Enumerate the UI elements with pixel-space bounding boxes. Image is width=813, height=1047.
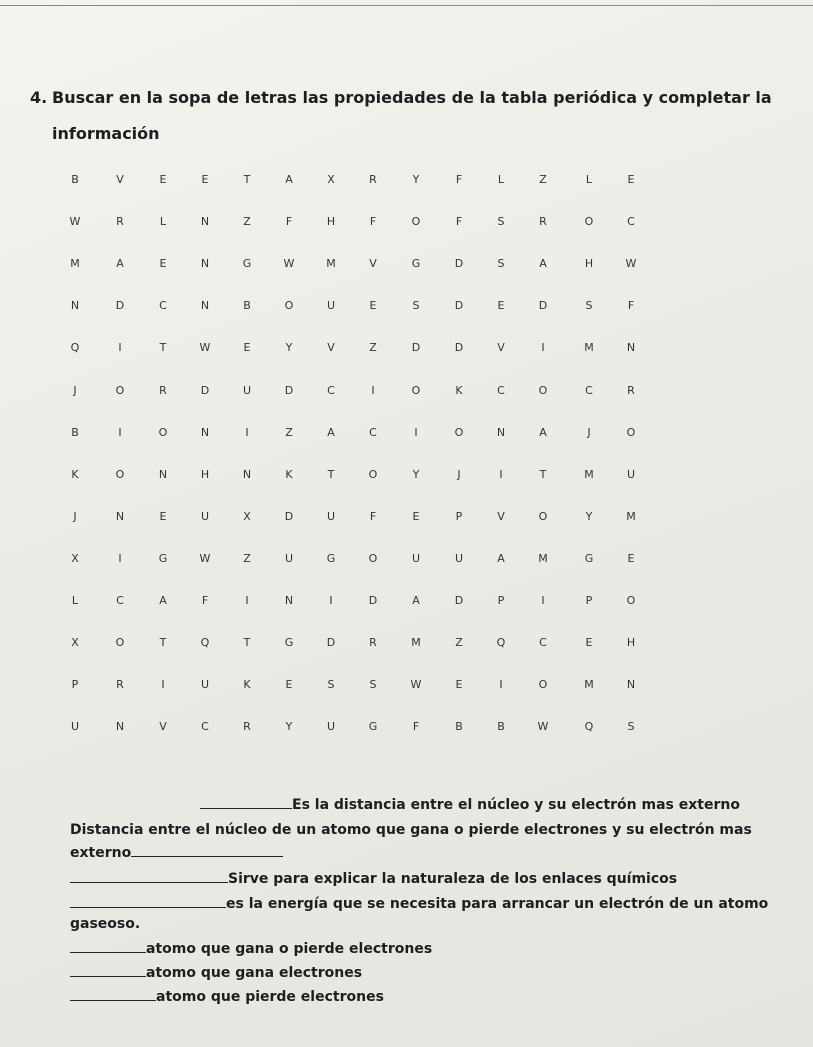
grid-letter: B xyxy=(243,299,251,312)
grid-letter: M xyxy=(584,341,594,354)
grid-letter: G xyxy=(242,257,252,270)
question-6 xyxy=(70,962,362,983)
grid-letter: C xyxy=(159,299,167,312)
grid-letter: A xyxy=(497,552,505,565)
grid-letter: W xyxy=(625,257,637,270)
question-3 xyxy=(70,868,677,889)
grid-letter: U xyxy=(284,552,294,565)
answer-blank-5[interactable] xyxy=(70,938,146,953)
grid-letter: C xyxy=(369,426,377,439)
grid-letter: N xyxy=(158,468,168,481)
grid-letter: T xyxy=(159,636,167,649)
grid-letter: I xyxy=(499,678,503,691)
grid-letter: O xyxy=(411,215,421,228)
grid-letter: L xyxy=(497,173,505,186)
grid-letter: Y xyxy=(285,341,293,354)
grid-letter: O xyxy=(368,552,378,565)
grid-letter: Y xyxy=(412,173,420,186)
grid-letter: S xyxy=(327,678,335,691)
grid-letter: I xyxy=(499,468,503,481)
question-5-text: atomo que gana o pierde electrones xyxy=(146,941,433,957)
grid-letter: E xyxy=(159,257,167,270)
grid-letter: U xyxy=(200,510,210,523)
grid-letter: F xyxy=(369,510,377,523)
grid-letter: M xyxy=(70,257,80,270)
grid-letter: S xyxy=(627,720,635,733)
grid-letter: A xyxy=(412,594,420,607)
grid-letter: S xyxy=(497,215,505,228)
question-5 xyxy=(70,938,432,959)
grid-letter: Q xyxy=(496,636,506,649)
grid-letter: D xyxy=(200,384,210,397)
grid-letter: G xyxy=(411,257,421,270)
grid-letter: K xyxy=(71,468,79,481)
grid-letter: A xyxy=(539,257,547,270)
grid-letter: J xyxy=(73,510,77,523)
grid-letter: F xyxy=(285,215,293,228)
grid-letter: Z xyxy=(243,215,251,228)
grid-letter: E xyxy=(585,636,593,649)
grid-letter: I xyxy=(541,341,545,354)
grid-letter: P xyxy=(585,594,593,607)
grid-letter: X xyxy=(327,173,335,186)
grid-letter: S xyxy=(585,299,593,312)
grid-letter: M xyxy=(538,552,548,565)
grid-letter: E xyxy=(243,341,251,354)
grid-letter: H xyxy=(200,468,210,481)
grid-letter: O xyxy=(584,215,594,228)
grid-letter: N xyxy=(200,299,210,312)
grid-letter: A xyxy=(539,426,547,439)
grid-letter: T xyxy=(539,468,547,481)
grid-letter: P xyxy=(497,594,505,607)
grid-letter: Q xyxy=(70,341,80,354)
grid-letter: Q xyxy=(200,636,210,649)
question-3-text: Sirve para explicar la naturaleza de los enlaces químicos xyxy=(228,871,678,887)
grid-letter: N xyxy=(242,468,252,481)
grid-letter: K xyxy=(285,468,293,481)
grid-letter: V xyxy=(116,173,124,186)
grid-letter: V xyxy=(497,510,505,523)
grid-letter: M xyxy=(326,257,336,270)
exercise-number: 4. xyxy=(30,88,48,107)
grid-letter: W xyxy=(69,215,81,228)
grid-letter: N xyxy=(496,426,506,439)
grid-letter: F xyxy=(369,215,377,228)
question-1 xyxy=(200,794,740,815)
grid-letter: A xyxy=(327,426,335,439)
grid-letter: O xyxy=(284,299,294,312)
grid-letter: X xyxy=(71,552,79,565)
grid-letter: X xyxy=(243,510,251,523)
grid-letter: B xyxy=(71,426,79,439)
grid-letter: A xyxy=(159,594,167,607)
grid-letter: J xyxy=(457,468,461,481)
question-7-text: atomo que pierde electrones xyxy=(156,989,384,1005)
grid-letter: A xyxy=(116,257,124,270)
grid-letter: I xyxy=(371,384,375,397)
grid-letter: M xyxy=(584,468,594,481)
grid-letter: G xyxy=(326,552,336,565)
grid-letter: F xyxy=(201,594,209,607)
grid-letter: N xyxy=(70,299,80,312)
grid-letter: R xyxy=(243,720,251,733)
grid-letter: D xyxy=(454,299,464,312)
grid-letter: U xyxy=(326,299,336,312)
grid-letter: O xyxy=(626,594,636,607)
grid-letter: O xyxy=(626,426,636,439)
grid-letter: R xyxy=(627,384,635,397)
grid-letter: C xyxy=(116,594,124,607)
grid-letter: T xyxy=(159,341,167,354)
grid-letter: N xyxy=(115,720,125,733)
grid-letter: E xyxy=(412,510,420,523)
grid-letter: U xyxy=(326,510,336,523)
grid-letter: C xyxy=(539,636,547,649)
grid-letter: D xyxy=(326,636,336,649)
grid-letter: M xyxy=(411,636,421,649)
grid-letter: E xyxy=(285,678,293,691)
grid-letter: G xyxy=(284,636,294,649)
grid-letter: S xyxy=(369,678,377,691)
grid-letter: I xyxy=(245,426,249,439)
grid-letter: I xyxy=(118,426,122,439)
grid-letter: R xyxy=(116,678,124,691)
grid-letter: C xyxy=(327,384,335,397)
answer-blank-4[interactable] xyxy=(70,893,226,908)
grid-letter: D xyxy=(454,341,464,354)
grid-letter: Y xyxy=(585,510,593,523)
grid-letter: O xyxy=(538,510,548,523)
grid-letter: E xyxy=(627,173,635,186)
exercise-instruction-line2: información xyxy=(52,124,160,143)
grid-letter: E xyxy=(497,299,505,312)
grid-letter: N xyxy=(200,215,210,228)
grid-letter: F xyxy=(455,215,463,228)
grid-letter: N xyxy=(284,594,294,607)
grid-letter: U xyxy=(326,720,336,733)
grid-letter: I xyxy=(329,594,333,607)
grid-letter: T xyxy=(243,636,251,649)
answer-blank-6[interactable] xyxy=(70,962,146,977)
grid-letter: D xyxy=(368,594,378,607)
grid-letter: U xyxy=(454,552,464,565)
grid-letter: E xyxy=(455,678,463,691)
grid-letter: D xyxy=(284,510,294,523)
grid-letter: Z xyxy=(455,636,463,649)
grid-letter: W xyxy=(283,257,295,270)
grid-letter: D xyxy=(115,299,125,312)
grid-letter: R xyxy=(369,173,377,186)
grid-letter: M xyxy=(584,678,594,691)
grid-letter: U xyxy=(626,468,636,481)
grid-letter: D xyxy=(454,594,464,607)
question-6-text: atomo que gana electrones xyxy=(146,965,363,981)
question-4-text: es la energía que se necesita para arrancar un electrón de un atomo xyxy=(226,896,769,912)
grid-letter: F xyxy=(412,720,420,733)
grid-letter: N xyxy=(626,678,636,691)
grid-letter: O xyxy=(538,384,548,397)
grid-letter: E xyxy=(159,510,167,523)
grid-letter: E xyxy=(369,299,377,312)
grid-letter: O xyxy=(115,468,125,481)
grid-letter: O xyxy=(411,384,421,397)
question-4-line2: gaseoso. xyxy=(70,916,141,932)
grid-letter: R xyxy=(116,215,124,228)
answer-blank-3[interactable] xyxy=(70,868,228,883)
grid-letter: Z xyxy=(285,426,293,439)
question-2-line2 xyxy=(70,842,283,863)
grid-letter: Y xyxy=(285,720,293,733)
grid-letter: D xyxy=(284,384,294,397)
grid-letter: Y xyxy=(412,468,420,481)
grid-letter: N xyxy=(115,510,125,523)
grid-letter: J xyxy=(587,426,591,439)
grid-letter: G xyxy=(584,552,594,565)
grid-letter: I xyxy=(118,552,122,565)
grid-letter: O xyxy=(454,426,464,439)
grid-letter: C xyxy=(627,215,635,228)
grid-letter: U xyxy=(411,552,421,565)
question-4-line1 xyxy=(70,893,768,914)
grid-letter: R xyxy=(539,215,547,228)
grid-letter: V xyxy=(327,341,335,354)
grid-letter: R xyxy=(369,636,377,649)
grid-letter: I xyxy=(161,678,165,691)
grid-letter: U xyxy=(242,384,252,397)
grid-letter: K xyxy=(243,678,251,691)
grid-letter: J xyxy=(73,384,77,397)
grid-letter: Z xyxy=(369,341,377,354)
answer-blank-2[interactable] xyxy=(131,842,283,857)
grid-letter: B xyxy=(497,720,505,733)
grid-letter: N xyxy=(626,341,636,354)
grid-letter: V xyxy=(369,257,377,270)
grid-letter: L xyxy=(585,173,593,186)
grid-letter: W xyxy=(537,720,549,733)
grid-letter: T xyxy=(327,468,335,481)
grid-letter: P xyxy=(455,510,463,523)
grid-letter: C xyxy=(497,384,505,397)
grid-letter: D xyxy=(411,341,421,354)
grid-letter: L xyxy=(71,594,79,607)
grid-letter: O xyxy=(538,678,548,691)
grid-letter: O xyxy=(368,468,378,481)
grid-letter: U xyxy=(200,678,210,691)
grid-letter: O xyxy=(115,384,125,397)
grid-letter: X xyxy=(71,636,79,649)
grid-letter: N xyxy=(200,257,210,270)
question-2-line1: Distancia entre el núcleo de un atomo que gana o pierde electrones y su electrón mas xyxy=(70,822,752,838)
grid-letter: H xyxy=(626,636,636,649)
answer-blank-1[interactable] xyxy=(200,794,292,809)
grid-letter: D xyxy=(454,257,464,270)
grid-letter: S xyxy=(412,299,420,312)
grid-letter: H xyxy=(584,257,594,270)
grid-letter: L xyxy=(159,215,167,228)
grid-letter: A xyxy=(285,173,293,186)
grid-letter: W xyxy=(410,678,422,691)
grid-letter: W xyxy=(199,341,211,354)
grid-letter: F xyxy=(627,299,635,312)
grid-letter: E xyxy=(201,173,209,186)
exercise-instruction-line1: Buscar en la sopa de letras las propiedades de la tabla periódica y completar la xyxy=(52,88,772,107)
grid-letter: V xyxy=(497,341,505,354)
grid-letter: G xyxy=(158,552,168,565)
answer-blank-7[interactable] xyxy=(70,986,156,1001)
grid-letter: H xyxy=(326,215,336,228)
grid-letter: T xyxy=(243,173,251,186)
grid-letter: I xyxy=(414,426,418,439)
grid-letter: C xyxy=(201,720,209,733)
grid-letter: S xyxy=(497,257,505,270)
grid-letter: I xyxy=(541,594,545,607)
grid-letter: I xyxy=(118,341,122,354)
grid-letter: M xyxy=(626,510,636,523)
question-7 xyxy=(70,986,384,1007)
grid-letter: P xyxy=(71,678,79,691)
grid-letter: F xyxy=(455,173,463,186)
grid-letter: C xyxy=(585,384,593,397)
grid-letter: Z xyxy=(539,173,547,186)
grid-letter: B xyxy=(455,720,463,733)
grid-letter: K xyxy=(455,384,463,397)
grid-letter: G xyxy=(368,720,378,733)
grid-letter: W xyxy=(199,552,211,565)
grid-letter: I xyxy=(245,594,249,607)
grid-letter: R xyxy=(159,384,167,397)
question-2-text-end: externo xyxy=(70,845,132,861)
grid-letter: V xyxy=(159,720,167,733)
grid-letter: O xyxy=(115,636,125,649)
grid-letter: B xyxy=(71,173,79,186)
question-1-text: Es la distancia entre el núcleo y su electrón mas externo xyxy=(292,797,740,813)
grid-letter: Q xyxy=(584,720,594,733)
grid-letter: Z xyxy=(243,552,251,565)
grid-letter: E xyxy=(627,552,635,565)
grid-letter: D xyxy=(538,299,548,312)
grid-letter: O xyxy=(158,426,168,439)
grid-letter: U xyxy=(70,720,80,733)
grid-letter: N xyxy=(200,426,210,439)
grid-letter: E xyxy=(159,173,167,186)
